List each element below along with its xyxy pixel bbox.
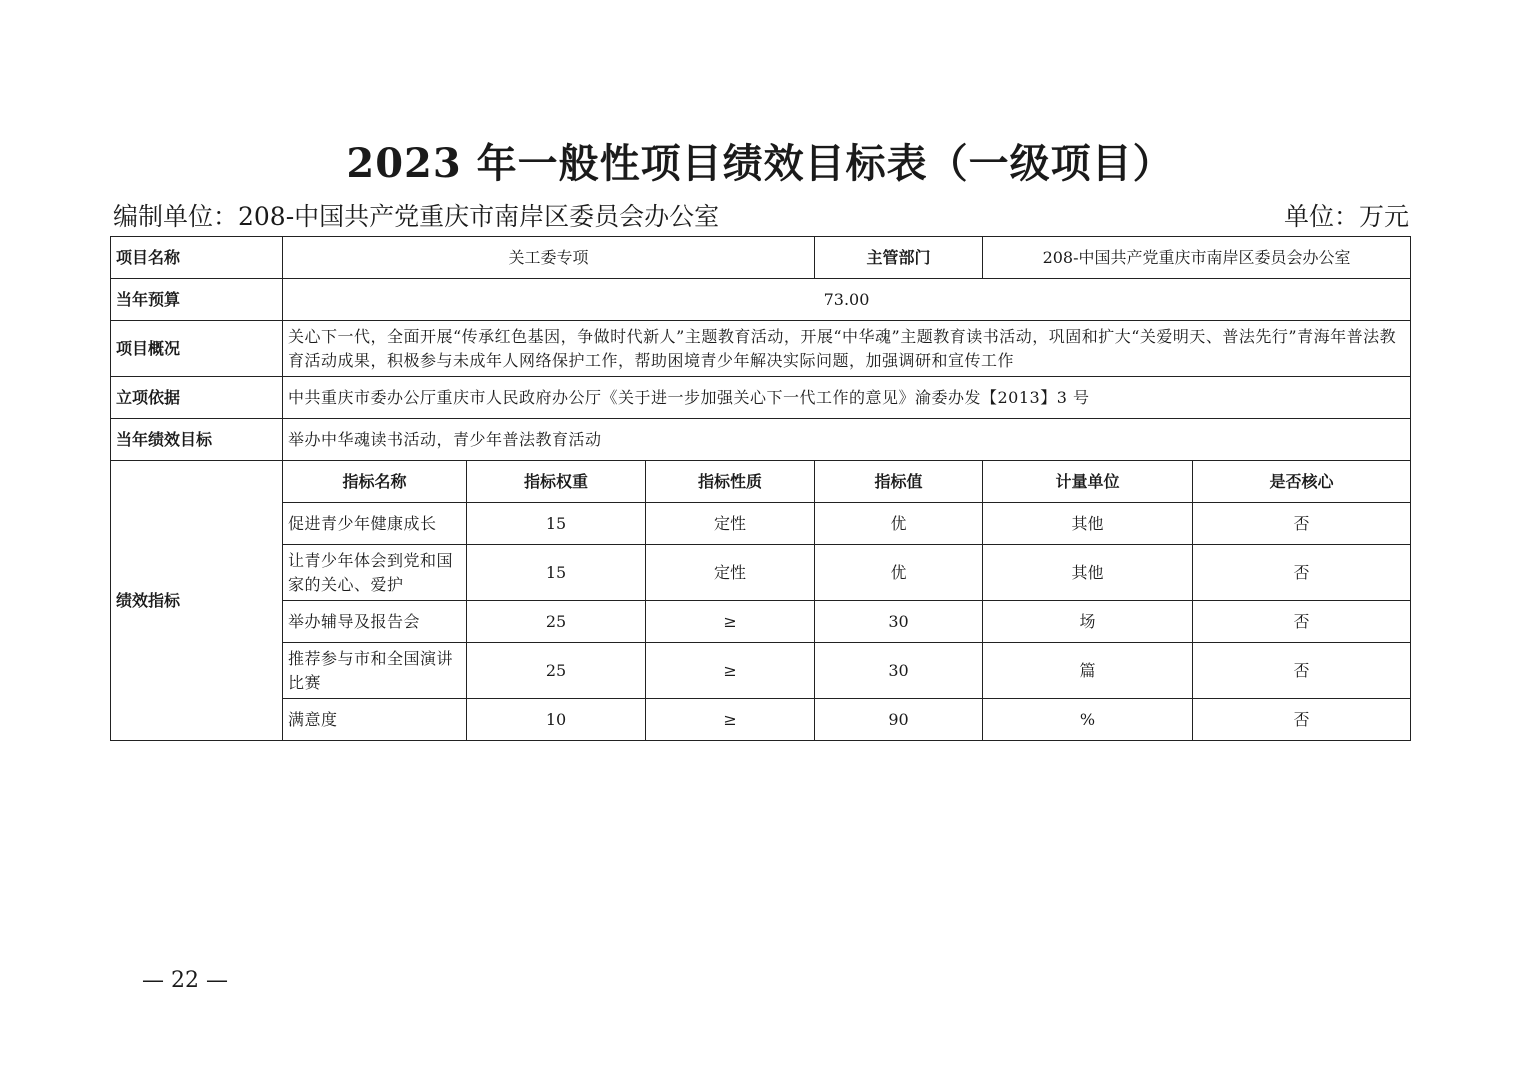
table-row [111,601,1411,643]
dept-value: 208-中国共产党重庆市南岸区委员会办公室 [983,237,1411,279]
indicator-weight: 15 [467,503,646,545]
header-indicator-name: 指标名称 [283,461,467,503]
performance-table [110,236,1411,741]
header-weight: 指标权重 [467,461,646,503]
budget-value: 73.00 [283,279,1411,321]
page-title: 2023 年一般性项目绩效目标表（一级项目） [346,140,1174,187]
dept-label: 主管部门 [815,237,983,279]
indicator-unit: % [983,699,1193,741]
indicator-unit: 其他 [983,545,1193,601]
overview-value: 关心下一代，全面开展“传承红色基因，争做时代新人”主题教育活动，开展“中华魂”主题教育读书活动，巩固和扩大“关爱明天、普法先行”青海年普法教育活动成果，积极参与未成年人网络保护工作，帮助困境青少年解决实际问题，加强调研和宣传工作 [283,321,1411,377]
compiling-unit: 编制单位：208-中国共产党重庆市南岸区委员会办公室 [113,202,720,231]
project-name-value: 关工委专项 [283,237,815,279]
indicator-value: 优 [815,503,983,545]
indicator-name: 推荐参与市和全国演讲比赛 [283,643,467,699]
indicator-weight: 10 [467,699,646,741]
indicator-name: 让青少年体会到党和国家的关心、爱护 [283,545,467,601]
indicator-unit: 场 [983,601,1193,643]
row-project-name [111,237,1411,279]
table-row [111,503,1411,545]
row-budget [111,279,1411,321]
indicator-nature: ≥ [646,601,815,643]
header-value: 指标值 [815,461,983,503]
budget-label: 当年预算 [111,279,283,321]
goal-label: 当年绩效目标 [111,419,283,461]
indicator-nature: ≥ [646,699,815,741]
header-unit: 计量单位 [983,461,1193,503]
indicator-nature: 定性 [646,503,815,545]
overview-label: 项目概况 [111,321,283,377]
indicator-core: 否 [1193,503,1411,545]
indicator-core: 否 [1193,545,1411,601]
indicator-name: 促进青少年健康成长 [283,503,467,545]
indicator-name: 举办辅导及报告会 [283,601,467,643]
unit-line [113,197,1409,233]
table-row [111,643,1411,699]
indicator-weight: 25 [467,643,646,699]
indicator-weight: 25 [467,601,646,643]
currency-unit: 单位：万元 [1283,202,1409,231]
indicator-core: 否 [1193,601,1411,643]
header-core: 是否核心 [1193,461,1411,503]
indicator-value: 90 [815,699,983,741]
indicator-value: 优 [815,545,983,601]
indicator-value: 30 [815,643,983,699]
indicator-name: 满意度 [283,699,467,741]
indicator-header-row [111,461,1411,503]
goal-value: 举办中华魂读书活动，青少年普法教育活动 [283,419,1411,461]
table-row [111,699,1411,741]
page-number: — 22 — [142,968,228,993]
indicator-value: 30 [815,601,983,643]
row-basis [111,377,1411,419]
indicator-unit: 篇 [983,643,1193,699]
indicator-core: 否 [1193,699,1411,741]
indicator-nature: ≥ [646,643,815,699]
basis-label: 立项依据 [111,377,283,419]
indicator-unit: 其他 [983,503,1193,545]
indicator-weight: 15 [467,545,646,601]
row-goal [111,419,1411,461]
indicator-core: 否 [1193,643,1411,699]
header-nature: 指标性质 [646,461,815,503]
indicator-label: 绩效指标 [111,461,283,741]
project-name-label: 项目名称 [111,237,283,279]
basis-value: 中共重庆市委办公厅重庆市人民政府办公厅《关于进一步加强关心下一代工作的意见》渝委办发【2013】3 号 [283,377,1411,419]
indicator-nature: 定性 [646,545,815,601]
row-overview [111,321,1411,377]
table-row [111,545,1411,601]
